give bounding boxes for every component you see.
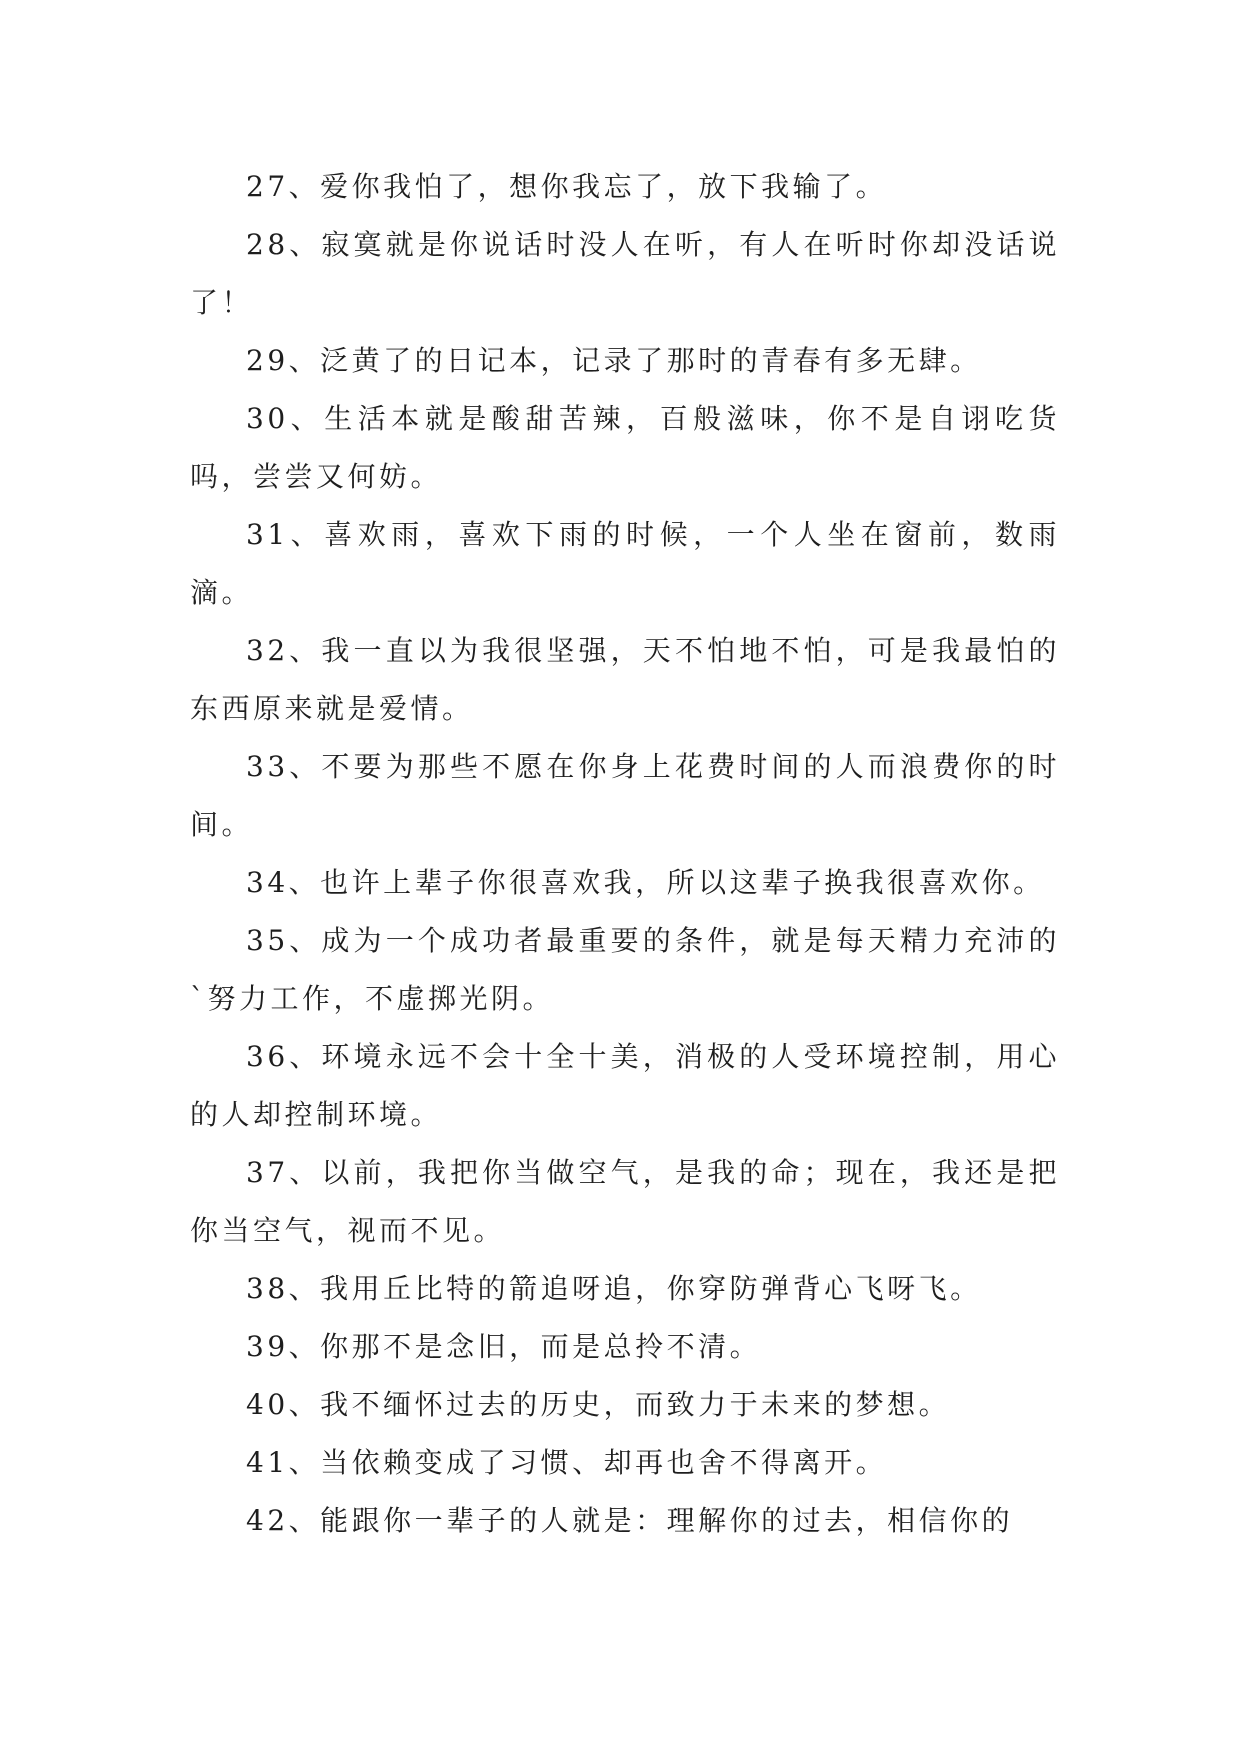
paragraph-29: 29、泛黄了的日记本，记录了那时的青春有多无肆。 [246, 344, 982, 377]
paragraph-31: 31、喜欢雨，喜欢下雨的时候，一个人坐在窗前，数雨滴。 [190, 518, 1060, 609]
paragraph-30: 30、生活本就是酸甜苦辣，百般滋味，你不是自诩吃货吗，尝尝又何妨。 [190, 402, 1060, 493]
document-body [190, 158, 1060, 1550]
paragraph-40: 40、我不缅怀过去的历史，而致力于未来的梦想。 [246, 1388, 951, 1421]
paragraph-33: 33、不要为那些不愿在你身上花费时间的人而浪费你的时间。 [190, 750, 1060, 841]
paragraph-37: 37、以前，我把你当做空气，是我的命；现在，我还是把你当空气，视而不见。 [190, 1156, 1060, 1247]
paragraph-32: 32、我一直以为我很坚强，天不怕地不怕，可是我最怕的东西原来就是爱情。 [190, 634, 1060, 725]
paragraph-28: 28、寂寞就是你说话时没人在听，有人在听时你却没话说了！ [190, 228, 1060, 319]
paragraph-36: 36、环境永远不会十全十美，消极的人受环境控制，用心的人却控制环境。 [190, 1040, 1060, 1131]
paragraph-39: 39、你那不是念旧，而是总拎不清。 [246, 1330, 762, 1363]
paragraph-41: 41、当依赖变成了习惯、却再也舍不得离开。 [246, 1446, 888, 1479]
paragraph-35: 35、成为一个成功者最重要的条件，就是每天精力充沛的`努力工作，不虚掷光阴。 [190, 924, 1060, 1015]
paragraph-34: 34、也许上辈子你很喜欢我，所以这辈子换我很喜欢你。 [246, 866, 1045, 899]
paragraph-38: 38、我用丘比特的箭追呀追，你穿防弹背心飞呀飞。 [246, 1272, 982, 1305]
paragraph-27: 27、爱你我怕了，想你我忘了，放下我输了。 [246, 170, 888, 203]
paragraph-42: 42、能跟你一辈子的人就是：理解你的过去，相信你的 [246, 1504, 1014, 1537]
